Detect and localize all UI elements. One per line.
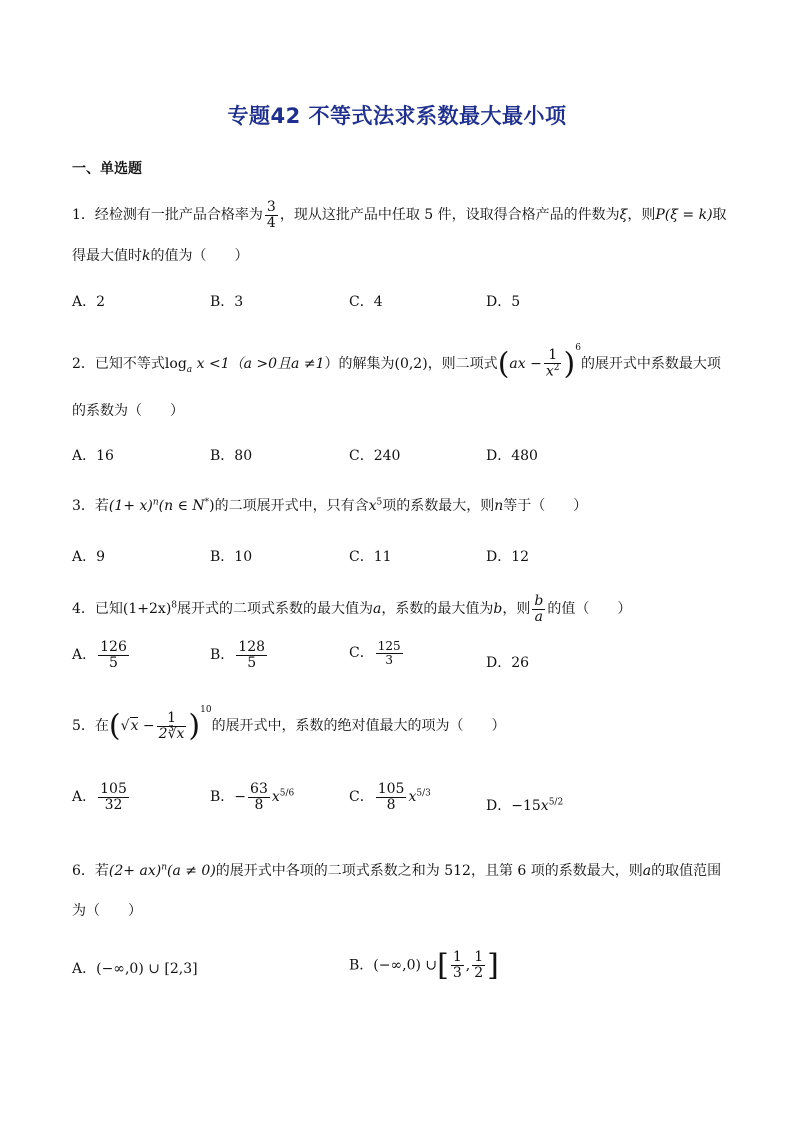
q3-x: x: [368, 498, 377, 514]
q3-n-exp: n: [152, 497, 159, 508]
question-6: [72, 860, 721, 880]
q6-expr: (2+ ax): [108, 863, 162, 879]
q4-text: 4．已知: [72, 601, 123, 618]
page-title: 专题42 不等式法求系数最大最小项: [227, 104, 567, 128]
q3-nvar: n: [494, 498, 504, 514]
question-2: [72, 343, 721, 382]
q1-xi: ξ: [619, 207, 628, 224]
q3-option-b[interactable]: B．10: [210, 549, 253, 565]
q2-paren-open: (: [497, 346, 510, 382]
q5-text: 5．在: [72, 718, 109, 734]
question-5: [72, 705, 506, 744]
q2-fraction: $\frac{1}{x^2}$: [545, 347, 560, 380]
q4-a: a: [373, 601, 382, 618]
q1-option-c[interactable]: C．4: [349, 294, 383, 310]
q2-mid2: ，则二项式: [427, 356, 498, 372]
q5-fraction: $\frac{1}{2∛x}$: [158, 709, 185, 742]
q5-tail: 的展开式中，系数的绝对值最大的项为（ ）: [211, 718, 506, 734]
q2-mid: ）的解集为: [324, 356, 395, 372]
q2-tail: 的展开式中系数最大项: [580, 356, 721, 372]
q5-sqrt: √x: [120, 718, 139, 734]
q2-ax: ax −: [509, 356, 542, 372]
q6-option-a[interactable]: A．(−∞,0) ∪ [2,3]: [72, 961, 198, 977]
q4-b: b: [493, 601, 503, 618]
q6-tail2: 的取值范围: [651, 863, 722, 879]
q1-then: ，则: [627, 207, 656, 224]
q2-interval: (0,2): [394, 356, 428, 372]
q3-cond-close: ): [209, 498, 215, 514]
q5-option-a[interactable]: A． $\frac{105}{32}$: [72, 781, 127, 813]
q4-option-d[interactable]: D．26: [486, 655, 530, 671]
q3-mid: 的二项展开式中，只有含: [214, 498, 369, 514]
question-3: [72, 495, 587, 515]
q4-mid: 展开式的二项式系数的最大值为: [177, 601, 374, 618]
q3-expr: (1+ x): [108, 498, 153, 514]
q1-line2-text: 得最大值时: [72, 248, 142, 264]
q4-fraction: $\frac{b}{a}$: [534, 593, 544, 625]
q6-option-b[interactable]: B．(−∞,0) ∪[ $\frac{1}{3}$ , $\frac{1}{2}$ ]: [349, 948, 499, 983]
section-heading: 一、单选题: [72, 161, 142, 177]
q4-mid3: ，则: [502, 601, 531, 618]
q1-option-a[interactable]: A．2: [72, 294, 106, 310]
q6-condition: (a ≠ 0): [166, 863, 216, 879]
q5-minus: −: [138, 718, 155, 734]
q5-option-d[interactable]: D．$-15x^{5/2}$: [486, 797, 564, 814]
q3-tail: 项的系数最大，则: [382, 498, 495, 514]
q2-log-base: a: [186, 364, 193, 375]
q2-condition: a >0且a ≠1: [243, 356, 325, 372]
question-6-line2: 为（ ）: [72, 903, 142, 919]
q1-text: 1．经检测有一批产品合格率为: [72, 207, 263, 224]
q5-option-c[interactable]: C． $\frac{105}{8}$ $x^{5/3}$: [349, 781, 431, 813]
q4-power: 8: [171, 600, 178, 611]
q1-k: k: [142, 248, 151, 264]
question-2-line2: 的系数为（ ）: [72, 403, 184, 419]
q2-paren-close: ): [563, 346, 576, 382]
q1-tail: 取: [712, 207, 727, 224]
q2-log-rest: x <1（: [192, 356, 244, 372]
q2-text: 2．已知不等式: [72, 356, 165, 372]
q6-tail: 的展开式中各项的二项式系数之和为 512，且第 6 项的系数最大，则: [215, 863, 643, 879]
q3-text: 3．若: [72, 498, 109, 514]
q4-option-b[interactable]: B． $\frac{128}{5}$: [210, 639, 266, 671]
q3-option-c[interactable]: C．11: [349, 549, 392, 565]
q2-option-d[interactable]: D．480: [486, 448, 538, 464]
q1-text-mid: ，现从这批产品中任取 5 件，设取得合格产品的件数为: [279, 207, 620, 224]
question-1: [72, 200, 727, 230]
q3-tail2: 等于（ ）: [503, 498, 588, 514]
question-1-line2: [72, 245, 248, 265]
q1-probability: P(ξ = k): [655, 207, 713, 224]
q3-option-d[interactable]: D．12: [486, 549, 530, 565]
q3-x-power: 5: [376, 497, 383, 508]
q4-option-a[interactable]: A． $\frac{126}{5}$: [72, 639, 127, 671]
question-4: [72, 594, 631, 624]
q6-text: 6．若: [72, 863, 109, 879]
q2-power: 6: [575, 343, 581, 353]
q1-option-b[interactable]: B．3: [210, 294, 244, 310]
q2-option-c[interactable]: C．240: [349, 448, 401, 464]
q2-option-b[interactable]: B．80: [210, 448, 253, 464]
q4-expr: (1+2x): [122, 601, 172, 618]
q3-option-a[interactable]: A．9: [72, 549, 106, 565]
q2-log: log: [164, 356, 187, 372]
q5-option-b[interactable]: B．− $\frac{63}{8}$ $x^{5/6}$: [210, 781, 295, 813]
q5-paren-open: (: [108, 708, 121, 744]
q4-mid2: ，系数的最大值为: [381, 601, 494, 618]
q5-paren-close: ): [188, 708, 201, 744]
q1-line2-tail: 的值为（ ）: [150, 248, 249, 264]
q3-condition: (n ∈ N: [158, 498, 205, 514]
q6-a: a: [642, 863, 652, 879]
q1-fraction: $\frac{3}{4}$: [266, 199, 276, 231]
q1-option-d[interactable]: D．5: [486, 294, 521, 310]
q5-power: 10: [200, 705, 212, 715]
q4-tail: 的值（ ）: [547, 601, 632, 618]
q3-star: *: [204, 497, 210, 508]
q6-n-exp: n: [161, 862, 167, 873]
q4-option-c[interactable]: C． $\frac{125}{3}$: [349, 639, 401, 667]
q2-option-a[interactable]: A．16: [72, 448, 114, 464]
